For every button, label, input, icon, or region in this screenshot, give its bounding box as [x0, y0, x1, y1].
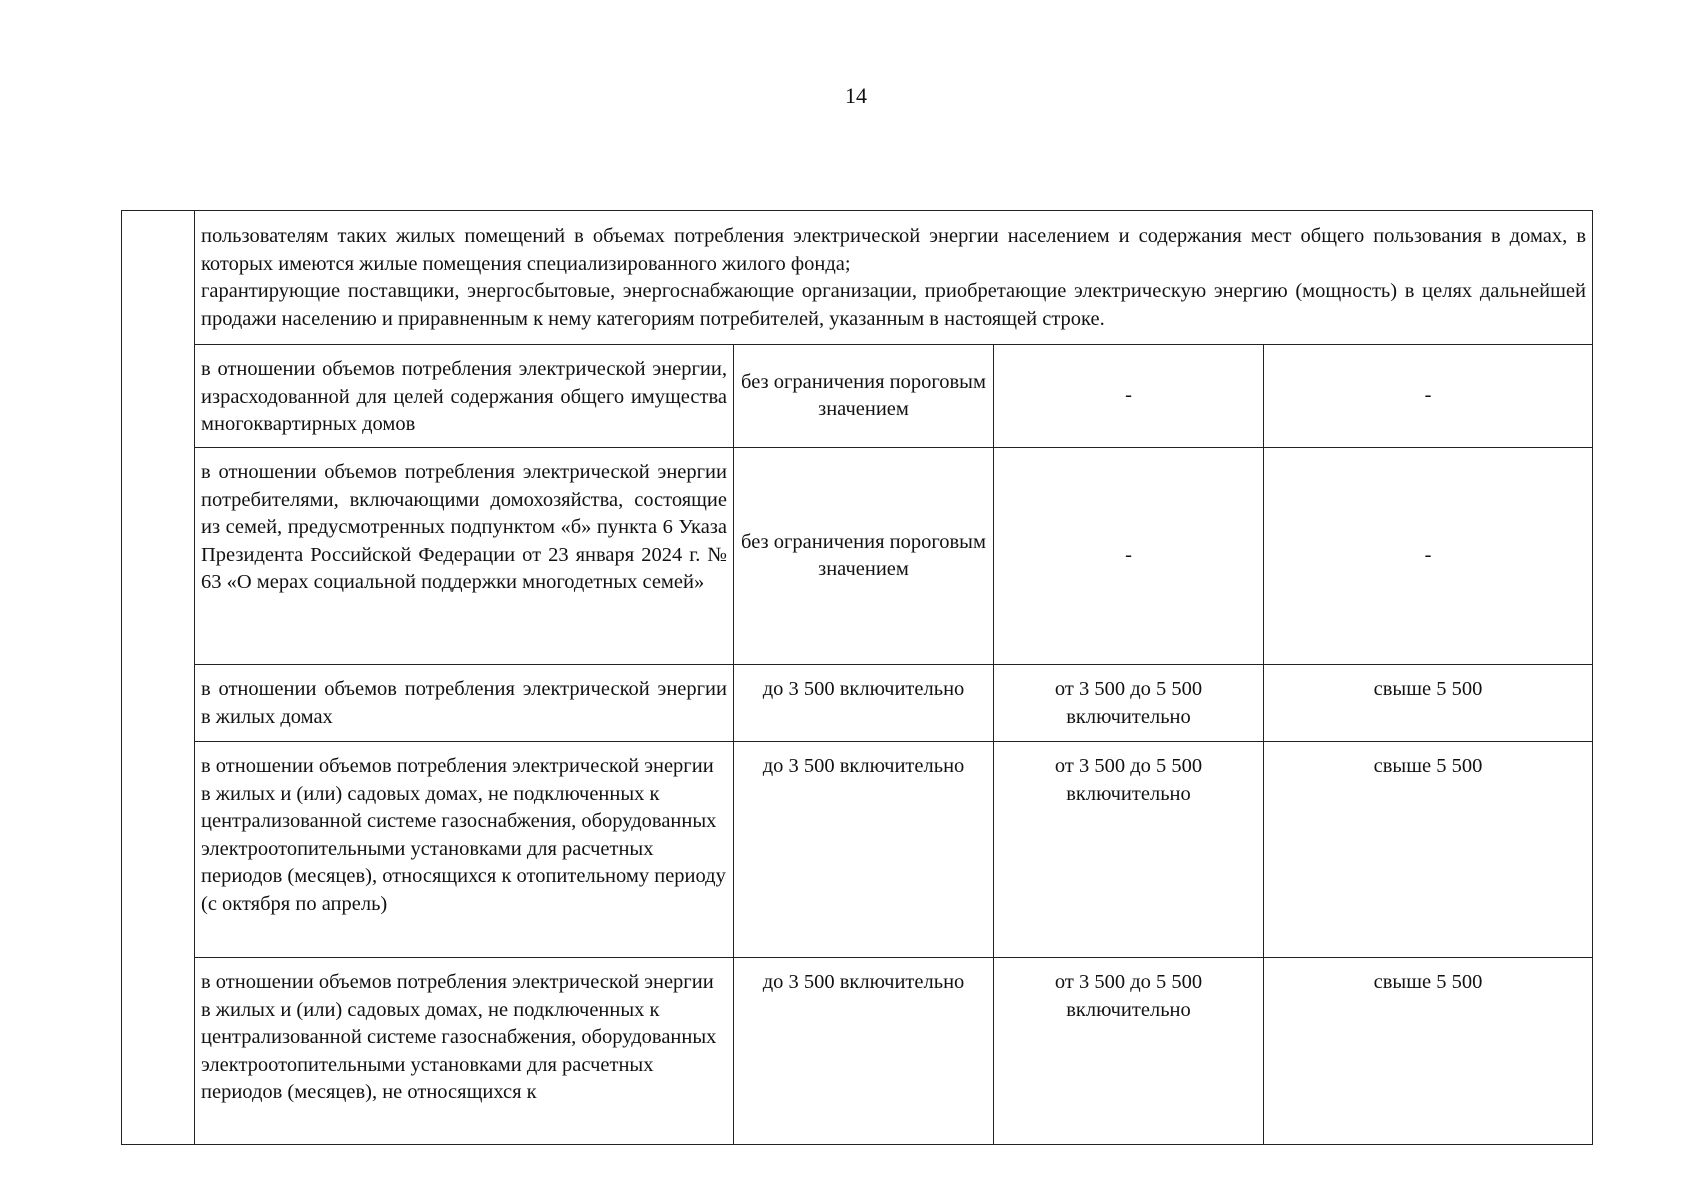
intro-paragraph: гарантирующие поставщики, энергосбытовые, энергоснабжающие организации, приобретающие электрическую энергию (мощность) в целях дальнейшей продажи населению и приравненным к нему категориям потребителей, указанным в настоящей строке.: [201, 280, 1587, 330]
threshold-range-3: -: [1264, 345, 1593, 448]
threshold-range-2: от 3 500 до 5 500 включительно: [994, 958, 1264, 1145]
threshold-range-1: без ограничения пороговым значением: [734, 448, 994, 665]
threshold-range-1: до 3 500 включительно: [734, 665, 994, 742]
row-description: в отношении объемов потребления электрической энергии в жилых и (или) садовых домах, не подключенных к централизованной системе газоснабжения, оборудованных электроотопительными установками для расчетных периодов (месяцев), не относящихся к: [195, 958, 734, 1145]
table-row: [122, 211, 1593, 345]
threshold-range-2: от 3 500 до 5 500 включительно: [994, 742, 1264, 958]
table-row: [122, 742, 1593, 958]
table-row: [122, 958, 1593, 1145]
tariff-threshold-table: [121, 210, 1593, 1145]
row-description: в отношении объемов потребления электрической энергии в жилых и (или) садовых домах, не подключенных к централизованной системе газоснабжения, оборудованных электроотопительными установками для расчетных периодов (месяцев), относящихся к отопительному периоду (с октября по апрель): [195, 742, 734, 958]
threshold-range-3: свыше 5 500: [1264, 958, 1593, 1145]
threshold-range-2: -: [994, 448, 1264, 665]
threshold-range-1: без ограничения пороговым значением: [734, 345, 994, 448]
threshold-range-1: до 3 500 включительно: [734, 958, 994, 1145]
row-description: в отношении объемов потребления электрической энергии, израсходованной для целей содержания общего имущества многоквартирных домов: [195, 345, 734, 448]
table-row: [122, 345, 1593, 448]
threshold-range-2: от 3 500 до 5 500 включительно: [994, 665, 1264, 742]
table-row: [122, 665, 1593, 742]
row-description: в отношении объемов потребления электрической энергии потребителями, включающими домохозяйства, состоящие из семей, предусмотренных подпунктом «б» пункта 6 Указа Президента Российской Федерации от 23 января 2024 г. № 63 «О мерах социальной поддержки многодетных семей»: [195, 448, 734, 665]
row-number-cell: [122, 211, 195, 1145]
row-description: в отношении объемов потребления электрической энергии в жилых домах: [195, 665, 734, 742]
threshold-range-3: свыше 5 500: [1264, 742, 1593, 958]
threshold-range-1: до 3 500 включительно: [734, 742, 994, 958]
intro-cell: [195, 211, 1593, 345]
intro-paragraph: пользователям таких жилых помещений в объемах потребления электрической энергии населением и содержания мест общего пользования в домах, в которых имеются жилые помещения специализированного жилого фонда;: [201, 225, 1587, 275]
threshold-range-3: свыше 5 500: [1264, 665, 1593, 742]
page-number: 14: [845, 83, 867, 108]
threshold-range-3: -: [1264, 448, 1593, 665]
table-row: [122, 448, 1593, 665]
threshold-range-2: -: [994, 345, 1264, 448]
